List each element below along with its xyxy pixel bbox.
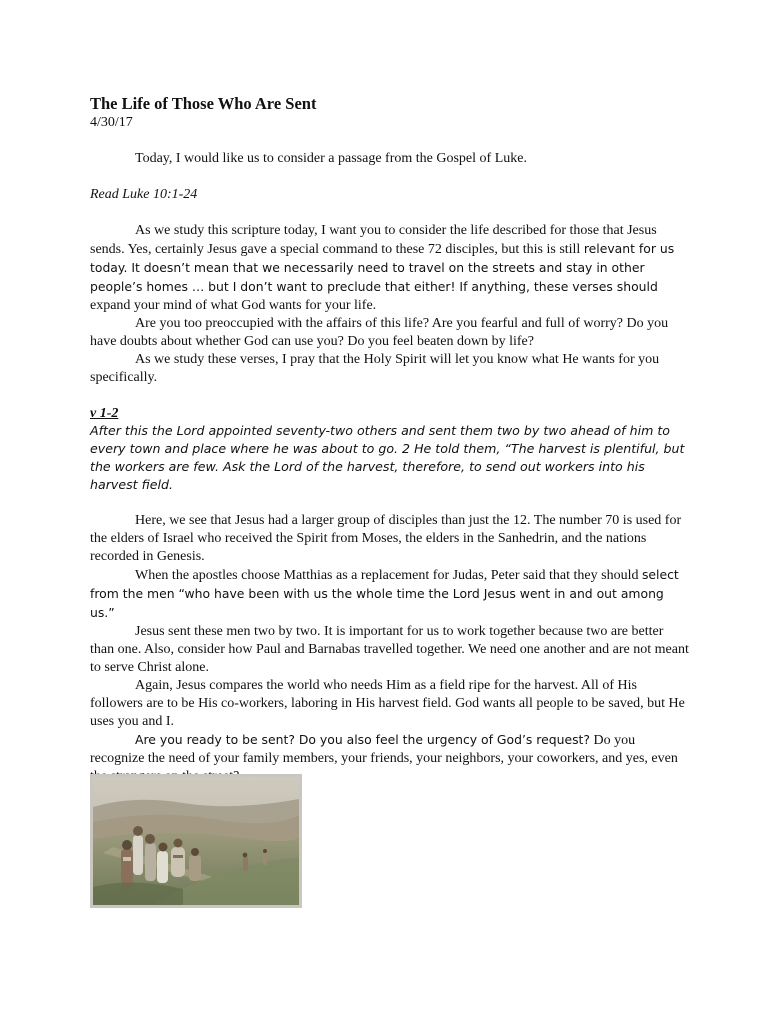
reading-reference: Read Luke 10:1-24 — [90, 187, 198, 202]
document-page — [90, 94, 690, 786]
commentary-paragraph-1: Here, we see that Jesus had a larger group of disciples than just the 12. The number 70 is used for the elders of Israel who received the Spirit from Moses, the elders in the Sanhedrin, and the nations recorded in Genesis. — [90, 513, 682, 564]
study-paragraph-2: Are you too preoccupied with the affairs of this life? Are you fearful and full of worry? Do you have doubts about whether God can use you? Do you feel beaten down by life? — [90, 316, 669, 349]
disciples-painting-image — [90, 774, 302, 908]
document-date: 4/30/17 — [90, 115, 133, 130]
study-paragraph-3: As we study these verses, I pray that the Holy Spirit will let you know what He wants for you specifically. — [90, 352, 660, 385]
intro-paragraph: Today, I would like us to consider a passage from the Gospel of Luke. — [135, 151, 527, 166]
painting-illustration — [93, 777, 299, 905]
verse-reference: v 1-2 — [90, 406, 119, 421]
commentary-paragraph-2-part-a: When the apostles choose Matthias as a replacement for Judas, Peter said that they should — [135, 568, 642, 583]
commentary-paragraph-4: Again, Jesus compares the world who needs Him as a field ripe for the harvest. All of His followers are to be His co-workers, laboring in His harvest field. God wants all people to be saved, but He uses you and I. — [90, 678, 685, 729]
commentary-paragraph-2 — [90, 566, 690, 623]
study-paragraph-1-part-a: As we study this scripture today, I want you to consider the life described for those that Jesus sends. Yes, certainly Jesus gave a special command to these 72 disciples, but this is still — [90, 223, 657, 257]
commentary-paragraph-2-part-b: select from the men “who have been with us the whole time the Lord Jesus went in and out among us.” — [90, 567, 679, 620]
commentary-paragraph-5-part-a: Are you ready to be sent? Do you also feel the urgency of God’s request? — [135, 732, 590, 747]
commentary-section — [90, 512, 690, 786]
document-title: The Life of Those Who Are Sent — [90, 94, 317, 113]
study-paragraph-1 — [90, 222, 690, 315]
verse-text: After this the Lord appointed seventy-two others and sent them two by two ahead of him to every town and place where he was about to go. 2 He told them, “The harvest is plentiful, but the workers are few. Ask the Lord of the harvest, therefore, to send out workers into his harvest field. — [90, 423, 685, 492]
study-paragraph-1-part-c: expand your mind of what God wants for your life. — [90, 298, 377, 313]
study-section — [90, 222, 690, 387]
study-paragraph-1-part-b: relevant for us today. It doesn’t mean that we necessarily need to travel on the streets and stay in other people’s homes … but I don’t want to preclude that either! If anything, these verses should — [90, 241, 675, 294]
commentary-paragraph-3: Jesus sent these men two by two. It is important for us to work together because two are better than one. Also, consider how Paul and Barnabas travelled together. We need one another and are not meant to serve Christ alone. — [90, 624, 689, 675]
commentary-paragraph-5-part-b: Do you recognize the need of your family members, your friends, your neighbors, your coworkers, and yes, even — [90, 733, 678, 766]
